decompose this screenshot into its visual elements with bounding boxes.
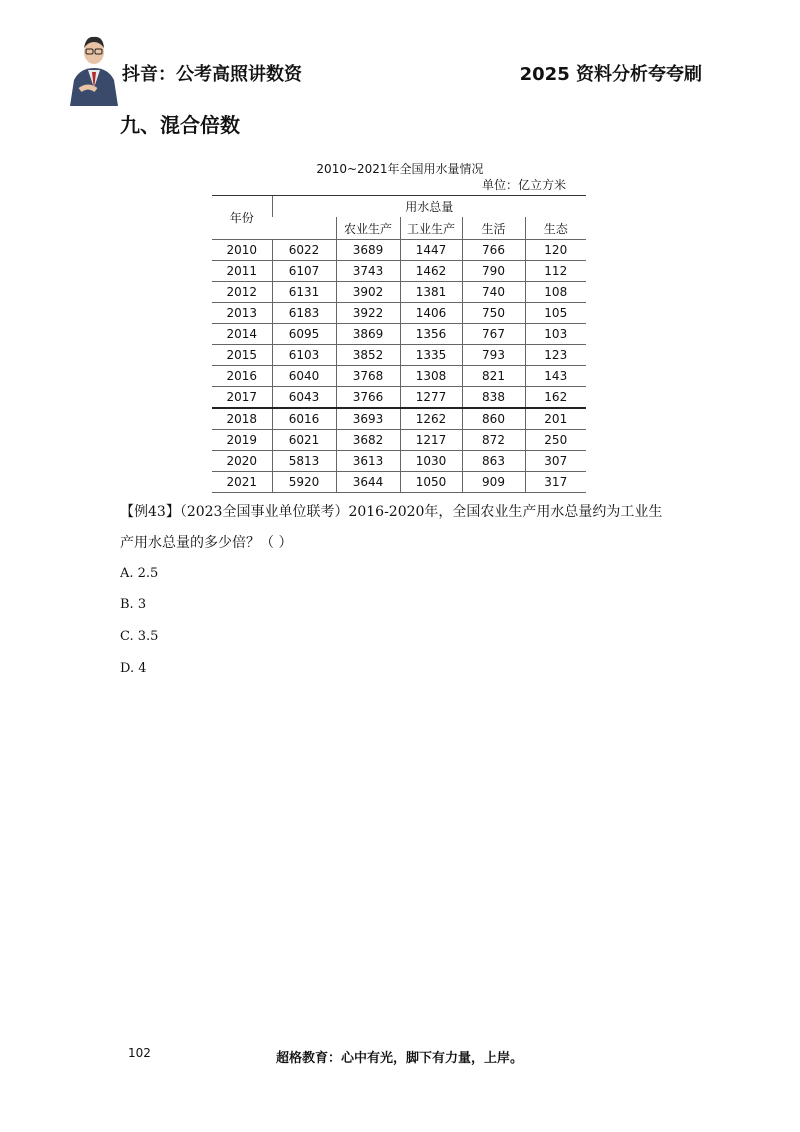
value-cell: 6021: [272, 430, 336, 451]
header-domestic: 生活: [462, 217, 525, 240]
value-cell: 1308: [400, 366, 462, 387]
value-cell: 3869: [336, 324, 400, 345]
year-cell: 2021: [212, 472, 272, 493]
question-line-2: 产用水总量的多少倍？（ ）: [120, 535, 293, 551]
header-agriculture: 农业生产: [336, 217, 400, 240]
table-row: [212, 324, 586, 345]
value-cell: 5813: [272, 451, 336, 472]
value-cell: 201: [525, 408, 586, 430]
value-cell: 740: [462, 282, 525, 303]
value-cell: 821: [462, 366, 525, 387]
table-header-row: [212, 196, 586, 217]
table-title: 2010~2021年全国用水量情况: [316, 162, 484, 176]
value-cell: 1277: [400, 387, 462, 409]
value-cell: 3644: [336, 472, 400, 493]
value-cell: 1462: [400, 261, 462, 282]
value-cell: 750: [462, 303, 525, 324]
value-cell: 307: [525, 451, 586, 472]
value-cell: 3922: [336, 303, 400, 324]
table-row: [212, 240, 586, 261]
value-cell: 766: [462, 240, 525, 261]
option-d: D. 4: [120, 661, 147, 676]
footer-motto: 超格教育：心中有光，脚下有力量，上岸。: [276, 1051, 524, 1066]
value-cell: 3768: [336, 366, 400, 387]
option-b: B. 3: [120, 597, 147, 612]
value-cell: 1050: [400, 472, 462, 493]
year-cell: 2020: [212, 451, 272, 472]
value-cell: 3682: [336, 430, 400, 451]
value-cell: 5920: [272, 472, 336, 493]
value-cell: 6040: [272, 366, 336, 387]
table-row: [212, 430, 586, 451]
table-row: [212, 366, 586, 387]
value-cell: 1030: [400, 451, 462, 472]
table-row: [212, 451, 586, 472]
header-total: 用水总量: [272, 196, 586, 217]
value-cell: 6107: [272, 261, 336, 282]
page-number: 102: [128, 1046, 151, 1060]
teacher-avatar: [66, 28, 122, 106]
value-cell: 3766: [336, 387, 400, 409]
year-cell: 2016: [212, 366, 272, 387]
water-usage-table: [212, 196, 586, 493]
value-cell: 250: [525, 430, 586, 451]
value-cell: 909: [462, 472, 525, 493]
value-cell: 1335: [400, 345, 462, 366]
value-cell: 3689: [336, 240, 400, 261]
value-cell: 317: [525, 472, 586, 493]
year-cell: 2017: [212, 387, 272, 409]
table-row: [212, 472, 586, 493]
value-cell: 1381: [400, 282, 462, 303]
value-cell: 143: [525, 366, 586, 387]
value-cell: 1356: [400, 324, 462, 345]
year-cell: 2010: [212, 240, 272, 261]
value-cell: 1262: [400, 408, 462, 430]
value-cell: 6183: [272, 303, 336, 324]
table-row: [212, 408, 586, 430]
header-course: 2025 资料分析夸夸刷: [519, 64, 702, 85]
value-cell: 108: [525, 282, 586, 303]
header-industry: 工业生产: [400, 217, 462, 240]
header-channel: 抖音：公考高照讲数资: [122, 64, 302, 85]
value-cell: 120: [525, 240, 586, 261]
value-cell: 105: [525, 303, 586, 324]
value-cell: 838: [462, 387, 525, 409]
value-cell: 860: [462, 408, 525, 430]
year-cell: 2015: [212, 345, 272, 366]
table-row: [212, 282, 586, 303]
year-cell: 2018: [212, 408, 272, 430]
value-cell: 1217: [400, 430, 462, 451]
value-cell: 6131: [272, 282, 336, 303]
table-row: [212, 345, 586, 366]
value-cell: 872: [462, 430, 525, 451]
value-cell: 103: [525, 324, 586, 345]
value-cell: 6016: [272, 408, 336, 430]
value-cell: 863: [462, 451, 525, 472]
question-line-1: 【例43】（2023全国事业单位联考）2016-2020年，全国农业生产用水总量约为工业生: [120, 504, 663, 520]
table-unit: 单位：亿立方米: [482, 178, 567, 192]
year-cell: 2014: [212, 324, 272, 345]
value-cell: 123: [525, 345, 586, 366]
table-body: [212, 240, 586, 493]
value-cell: 767: [462, 324, 525, 345]
value-cell: 793: [462, 345, 525, 366]
year-cell: 2019: [212, 430, 272, 451]
header-ecology: 生态: [525, 217, 586, 240]
year-cell: 2013: [212, 303, 272, 324]
value-cell: 3693: [336, 408, 400, 430]
value-cell: 3743: [336, 261, 400, 282]
value-cell: 6103: [272, 345, 336, 366]
value-cell: 3902: [336, 282, 400, 303]
value-cell: 1406: [400, 303, 462, 324]
value-cell: 6095: [272, 324, 336, 345]
value-cell: 3613: [336, 451, 400, 472]
value-cell: 3852: [336, 345, 400, 366]
value-cell: 1447: [400, 240, 462, 261]
header-year: 年份: [212, 196, 272, 240]
section-title: 九、混合倍数: [120, 113, 240, 137]
table-row: [212, 387, 586, 409]
table-row: [212, 303, 586, 324]
option-a: A. 2.5: [120, 566, 159, 581]
value-cell: 162: [525, 387, 586, 409]
year-cell: 2012: [212, 282, 272, 303]
value-cell: 6043: [272, 387, 336, 409]
value-cell: 790: [462, 261, 525, 282]
table-row: [212, 261, 586, 282]
option-c: C. 3.5: [120, 629, 159, 644]
header-total-blank: [272, 217, 336, 240]
value-cell: 6022: [272, 240, 336, 261]
value-cell: 112: [525, 261, 586, 282]
year-cell: 2011: [212, 261, 272, 282]
